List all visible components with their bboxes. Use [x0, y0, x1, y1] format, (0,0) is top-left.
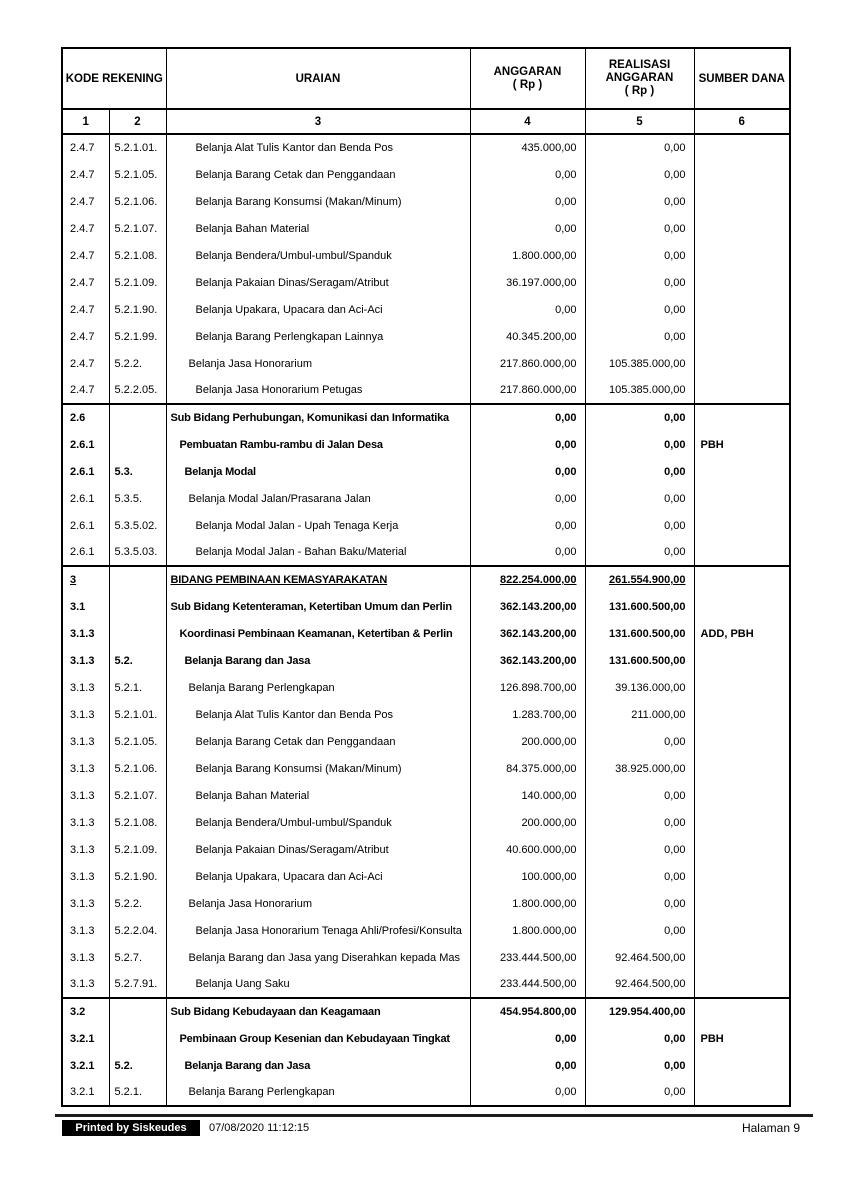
anggaran-cell: 0,00	[470, 512, 585, 539]
column-number-row	[62, 109, 790, 134]
table-row	[62, 728, 790, 755]
sumber-dana-cell	[694, 809, 790, 836]
anggaran-cell: 0,00	[470, 188, 585, 215]
sumber-dana-cell	[694, 647, 790, 674]
sumber-dana-cell	[694, 917, 790, 944]
sumber-dana-cell	[694, 512, 790, 539]
col-number-5: 5	[585, 109, 694, 134]
anggaran-cell: 1.283.700,00	[470, 701, 585, 728]
uraian-cell: Belanja Alat Tulis Kantor dan Benda Pos	[166, 134, 470, 161]
uraian-cell: Belanja Barang Konsumsi (Makan/Minum)	[166, 188, 470, 215]
kode-rekening-cell: 5.2.1.01.	[109, 701, 166, 728]
kode-rekening-cell	[109, 566, 166, 593]
kode-bidang-cell: 3.1.3	[70, 654, 95, 667]
table-row	[62, 404, 790, 431]
kode-bidang-cell: 2.4.7	[70, 357, 95, 370]
uraian-cell: Belanja Modal Jalan/Prasarana Jalan	[166, 485, 470, 512]
sumber-dana-cell	[694, 674, 790, 701]
table-row	[62, 350, 790, 377]
header-realisasi	[585, 48, 694, 109]
kode-rekening-cell: 5.2.1.	[109, 674, 166, 701]
uraian-cell: Belanja Barang Cetak dan Penggandaan	[166, 161, 470, 188]
anggaran-cell: 40.345.200,00	[470, 323, 585, 350]
sumber-dana-cell: PBH	[694, 431, 790, 458]
sumber-dana-cell	[694, 755, 790, 782]
uraian-cell: Belanja Barang dan Jasa yang Diserahkan kepada Mas	[166, 944, 470, 971]
sumber-dana-cell	[694, 323, 790, 350]
sumber-dana-cell	[694, 701, 790, 728]
table-row	[62, 1079, 790, 1106]
anggaran-cell: 1.800.000,00	[470, 242, 585, 269]
kode-bidang-cell: 2.4.7	[70, 249, 95, 262]
uraian-cell: Belanja Bendera/Umbul-umbul/Spanduk	[166, 242, 470, 269]
sumber-dana-cell	[694, 998, 790, 1025]
anggaran-cell: 217.860.000,00	[470, 377, 585, 404]
anggaran-cell: 0,00	[470, 539, 585, 566]
kode-bidang-cell: 3.1.3	[70, 708, 95, 721]
kode-bidang-cell: 2.6.1	[70, 546, 95, 558]
uraian-cell: Belanja Barang Perlengkapan	[166, 674, 470, 701]
sumber-dana-cell	[694, 269, 790, 296]
kode-bidang-cell: 2.6.1	[70, 438, 95, 451]
uraian-cell: Belanja Pakaian Dinas/Seragam/Atribut	[166, 269, 470, 296]
kode-rekening-cell: 5.2.1.05.	[109, 161, 166, 188]
anggaran-cell: 0,00	[470, 1025, 585, 1052]
anggaran-cell: 454.954.800,00	[470, 998, 585, 1025]
uraian-cell: Belanja Upakara, Upacara dan Aci-Aci	[166, 863, 470, 890]
uraian-cell: Belanja Jasa Honorarium	[166, 890, 470, 917]
kode-bidang-cell: 2.6	[62, 404, 109, 431]
realisasi-cell: 0,00	[585, 404, 694, 431]
sumber-dana-cell	[694, 404, 790, 431]
kode-bidang-cell: 3.2.1	[70, 1059, 95, 1072]
kode-bidang-cell: 2.4.7	[70, 303, 95, 316]
kode-rekening-cell: 5.2.1.07.	[109, 782, 166, 809]
realisasi-cell: 0,00	[585, 485, 694, 512]
anggaran-cell: 0,00	[470, 404, 585, 431]
sumber-dana-cell	[694, 296, 790, 323]
table-row	[62, 215, 790, 242]
realisasi-cell: 0,00	[585, 188, 694, 215]
sumber-dana-cell	[694, 458, 790, 485]
realisasi-cell: 0,00	[585, 917, 694, 944]
kode-rekening-cell: 5.2.1.	[109, 1079, 166, 1106]
uraian-cell: Belanja Modal	[166, 458, 470, 485]
kode-rekening-cell: 5.2.1.08.	[109, 809, 166, 836]
anggaran-cell: 0,00	[470, 161, 585, 188]
sumber-dana-cell	[694, 215, 790, 242]
kode-bidang-cell: 3.2.1	[70, 1086, 95, 1098]
table-row	[62, 593, 790, 620]
anggaran-cell: 0,00	[470, 1052, 585, 1079]
sumber-dana-cell	[694, 350, 790, 377]
kode-rekening-cell: 5.2.1.90.	[109, 863, 166, 890]
table-row	[62, 485, 790, 512]
col-number-4: 4	[470, 109, 585, 134]
sumber-dana-cell	[694, 593, 790, 620]
anggaran-cell: 140.000,00	[470, 782, 585, 809]
uraian-cell: Belanja Modal Jalan - Upah Tenaga Kerja	[166, 512, 470, 539]
header-sumber-dana: SUMBER DANA	[694, 48, 790, 109]
kode-rekening-cell: 5.2.1.09.	[109, 836, 166, 863]
realisasi-cell: 0,00	[585, 161, 694, 188]
header-uraian: URAIAN	[166, 48, 470, 109]
sumber-dana-cell	[694, 944, 790, 971]
sumber-dana-cell	[694, 134, 790, 161]
kode-rekening-cell: 5.2.1.90.	[109, 296, 166, 323]
anggaran-cell: 822.254.000,00	[470, 566, 585, 593]
anggaran-cell: 233.444.500,00	[470, 944, 585, 971]
realisasi-cell: 0,00	[585, 431, 694, 458]
table-row	[62, 269, 790, 296]
realisasi-cell: 0,00	[585, 809, 694, 836]
uraian-cell: Belanja Alat Tulis Kantor dan Benda Pos	[166, 701, 470, 728]
kode-rekening-cell: 5.2.1.06.	[109, 755, 166, 782]
realisasi-cell: 131.600.500,00	[585, 593, 694, 620]
table-row	[62, 782, 790, 809]
kode-bidang-cell: 3.1.3	[70, 843, 95, 856]
col-number-1: 1	[62, 109, 109, 134]
table-row	[62, 539, 790, 566]
kode-bidang-cell: 2.6.1	[70, 492, 95, 505]
kode-rekening-cell: 5.2.1.08.	[109, 242, 166, 269]
uraian-cell: Belanja Uang Saku	[166, 971, 470, 998]
kode-bidang-cell: 3.1.3	[70, 735, 95, 748]
realisasi-cell: 0,00	[585, 134, 694, 161]
realisasi-cell: 39.136.000,00	[585, 674, 694, 701]
kode-rekening-cell: 5.2.7.91.	[109, 971, 166, 998]
kode-bidang-cell: 3.1.3	[70, 924, 95, 937]
sumber-dana-cell	[694, 242, 790, 269]
anggaran-cell: 362.143.200,00	[470, 620, 585, 647]
realisasi-cell: 0,00	[585, 728, 694, 755]
kode-bidang-cell: 3.2	[62, 998, 109, 1025]
table-row	[62, 296, 790, 323]
realisasi-cell: 0,00	[585, 1052, 694, 1079]
sumber-dana-cell	[694, 161, 790, 188]
header-row	[62, 48, 790, 109]
table-row	[62, 809, 790, 836]
anggaran-cell: 126.898.700,00	[470, 674, 585, 701]
uraian-cell: Belanja Barang Perlengkapan	[166, 1079, 470, 1106]
kode-rekening-cell: 5.2.2.05.	[109, 377, 166, 404]
table-row	[62, 701, 790, 728]
uraian-cell: Belanja Jasa Honorarium Petugas	[166, 377, 470, 404]
anggaran-cell: 0,00	[470, 1079, 585, 1106]
table-row	[62, 674, 790, 701]
realisasi-cell: 0,00	[585, 836, 694, 863]
table-row	[62, 458, 790, 485]
table-row	[62, 620, 790, 647]
realisasi-cell: 0,00	[585, 215, 694, 242]
kode-rekening-cell	[109, 998, 166, 1025]
header-anggaran-line2: ( Rp )	[512, 78, 543, 91]
kode-bidang-cell: 3.1	[70, 600, 86, 613]
kode-rekening-cell: 5.2.1.09.	[109, 269, 166, 296]
kode-bidang-cell: 2.4.7	[70, 384, 95, 396]
realisasi-cell: 131.600.500,00	[585, 620, 694, 647]
realisasi-cell: 92.464.500,00	[585, 944, 694, 971]
anggaran-cell: 362.143.200,00	[470, 593, 585, 620]
uraian-cell: Belanja Barang Perlengkapan Lainnya	[166, 323, 470, 350]
kode-bidang-cell: 3.1.3	[70, 627, 95, 640]
realisasi-cell: 38.925.000,00	[585, 755, 694, 782]
kode-bidang-cell: 3.1.3	[70, 870, 95, 883]
kode-rekening-cell: 5.2.1.07.	[109, 215, 166, 242]
kode-rekening-cell: 5.2.	[109, 647, 166, 674]
col-number-6: 6	[694, 109, 790, 134]
kode-bidang-cell: 3	[62, 566, 109, 593]
kode-rekening-cell: 5.2.1.05.	[109, 728, 166, 755]
sumber-dana-cell	[694, 836, 790, 863]
table-row	[62, 242, 790, 269]
kode-rekening-cell	[109, 1025, 166, 1052]
kode-rekening-cell: 5.2.7.	[109, 944, 166, 971]
sumber-dana-cell	[694, 782, 790, 809]
anggaran-cell: 233.444.500,00	[470, 971, 585, 998]
kode-rekening-cell: 5.2.2.	[109, 890, 166, 917]
kode-bidang-cell: 3.1.3	[70, 816, 95, 829]
kode-rekening-cell	[109, 593, 166, 620]
kode-bidang-cell: 2.6.1	[70, 465, 95, 478]
page-number: Halaman 9	[741, 1121, 800, 1135]
table-row	[62, 647, 790, 674]
table-row	[62, 1025, 790, 1052]
print-timestamp: 07/08/2020 11:12:15	[209, 1122, 310, 1134]
realisasi-cell: 261.554.900,00	[585, 566, 694, 593]
kode-bidang-cell: 3.1.3	[70, 681, 95, 694]
uraian-cell: Koordinasi Pembinaan Keamanan, Ketertiban & Perlin	[166, 620, 470, 647]
kode-bidang-cell: 2.4.7	[70, 195, 95, 208]
sumber-dana-cell	[694, 863, 790, 890]
anggaran-cell: 0,00	[470, 215, 585, 242]
realisasi-cell: 0,00	[585, 512, 694, 539]
uraian-cell: Pembuatan Rambu-rambu di Jalan Desa	[166, 431, 470, 458]
table-row	[62, 1052, 790, 1079]
realisasi-cell: 0,00	[585, 863, 694, 890]
realisasi-cell: 105.385.000,00	[585, 350, 694, 377]
anggaran-cell: 40.600.000,00	[470, 836, 585, 863]
sumber-dana-cell	[694, 890, 790, 917]
sumber-dana-cell	[694, 377, 790, 404]
sumber-dana-cell: PBH	[694, 1025, 790, 1052]
anggaran-cell: 1.800.000,00	[470, 890, 585, 917]
sumber-dana-cell	[694, 485, 790, 512]
uraian-cell: Sub Bidang Kebudayaan dan Keagamaan	[166, 998, 470, 1025]
kode-bidang-cell: 2.4.7	[70, 222, 95, 235]
kode-bidang-cell: 2.6.1	[70, 519, 95, 532]
table-row	[62, 944, 790, 971]
header-anggaran-line1: ANGGARAN	[493, 65, 562, 78]
anggaran-cell: 435.000,00	[470, 134, 585, 161]
kode-bidang-cell: 3.2.1	[70, 1032, 95, 1045]
kode-rekening-cell: 5.3.5.03.	[109, 539, 166, 566]
anggaran-cell: 217.860.000,00	[470, 350, 585, 377]
kode-bidang-cell: 2.4.7	[70, 330, 95, 343]
uraian-cell: Belanja Modal Jalan - Bahan Baku/Material	[166, 539, 470, 566]
footer	[62, 1120, 309, 1136]
kode-rekening-cell	[109, 620, 166, 647]
kode-rekening-cell: 5.2.1.01.	[109, 134, 166, 161]
realisasi-cell: 0,00	[585, 323, 694, 350]
col-number-2: 2	[109, 109, 166, 134]
kode-rekening-cell: 5.2.2.	[109, 350, 166, 377]
kode-bidang-cell: 2.4.7	[70, 142, 95, 154]
table-header	[62, 48, 790, 134]
uraian-cell: Sub Bidang Perhubungan, Komunikasi dan Informatika	[166, 404, 470, 431]
realisasi-cell: 105.385.000,00	[585, 377, 694, 404]
table-row	[62, 836, 790, 863]
table-row	[62, 890, 790, 917]
realisasi-cell: 211.000,00	[585, 701, 694, 728]
table-row	[62, 512, 790, 539]
realisasi-cell: 92.464.500,00	[585, 971, 694, 998]
kode-rekening-cell	[109, 431, 166, 458]
anggaran-cell: 0,00	[470, 431, 585, 458]
uraian-cell: Belanja Bahan Material	[166, 215, 470, 242]
uraian-cell: Belanja Jasa Honorarium Tenaga Ahli/Profesi/Konsulta	[166, 917, 470, 944]
kode-rekening-cell	[109, 404, 166, 431]
anggaran-cell: 0,00	[470, 296, 585, 323]
anggaran-cell: 0,00	[470, 485, 585, 512]
uraian-cell: Belanja Barang Konsumsi (Makan/Minum)	[166, 755, 470, 782]
anggaran-cell: 200.000,00	[470, 728, 585, 755]
anggaran-cell: 362.143.200,00	[470, 647, 585, 674]
table-row	[62, 755, 790, 782]
kode-bidang-cell: 3.1.3	[70, 951, 95, 964]
anggaran-cell: 0,00	[470, 458, 585, 485]
uraian-cell: Belanja Barang dan Jasa	[166, 647, 470, 674]
col-number-3: 3	[166, 109, 470, 134]
kode-bidang-cell: 3.1.3	[70, 897, 95, 910]
table-body	[62, 134, 790, 1106]
kode-bidang-cell: 2.4.7	[70, 276, 95, 289]
header-realisasi-line2: ANGGARAN	[605, 72, 674, 84]
realisasi-cell: 0,00	[585, 458, 694, 485]
sumber-dana-cell	[694, 188, 790, 215]
realisasi-cell: 0,00	[585, 539, 694, 566]
table-row	[62, 134, 790, 161]
anggaran-cell: 84.375.000,00	[470, 755, 585, 782]
uraian-cell: Belanja Upakara, Upacara dan Aci-Aci	[166, 296, 470, 323]
table-row	[62, 377, 790, 404]
realisasi-cell: 0,00	[585, 782, 694, 809]
uraian-cell: Belanja Pakaian Dinas/Seragam/Atribut	[166, 836, 470, 863]
footer-divider	[55, 1114, 813, 1117]
anggaran-cell: 1.800.000,00	[470, 917, 585, 944]
kode-rekening-cell: 5.2.	[109, 1052, 166, 1079]
realisasi-cell: 0,00	[585, 1079, 694, 1106]
table-row	[62, 971, 790, 998]
sumber-dana-cell	[694, 1052, 790, 1079]
uraian-cell: Sub Bidang Ketenteraman, Ketertiban Umum dan Perlin	[166, 593, 470, 620]
uraian-cell: Belanja Barang Cetak dan Penggandaan	[166, 728, 470, 755]
uraian-cell: Belanja Barang dan Jasa	[166, 1052, 470, 1079]
printed-by-badge: Printed by Siskeudes	[62, 1120, 200, 1136]
uraian-cell: Belanja Bendera/Umbul-umbul/Spanduk	[166, 809, 470, 836]
header-anggaran	[470, 48, 585, 109]
realisasi-cell: 0,00	[585, 242, 694, 269]
kode-rekening-cell: 5.2.1.06.	[109, 188, 166, 215]
kode-bidang-cell: 3.1.3	[70, 762, 95, 775]
realisasi-cell: 0,00	[585, 1025, 694, 1052]
table-row	[62, 998, 790, 1025]
realisasi-cell: 129.954.400,00	[585, 998, 694, 1025]
realisasi-cell: 0,00	[585, 269, 694, 296]
header-kode-rekening: KODE REKENING	[62, 48, 166, 109]
sumber-dana-cell	[694, 1079, 790, 1106]
kode-bidang-cell: 2.4.7	[70, 168, 95, 181]
uraian-cell: Belanja Jasa Honorarium	[166, 350, 470, 377]
anggaran-cell: 200.000,00	[470, 809, 585, 836]
uraian-cell: Pembinaan Group Kesenian dan Kebudayaan Tingkat	[166, 1025, 470, 1052]
kode-rekening-cell: 5.2.1.99.	[109, 323, 166, 350]
anggaran-cell: 100.000,00	[470, 863, 585, 890]
table-row	[62, 863, 790, 890]
table-row	[62, 323, 790, 350]
sumber-dana-cell	[694, 728, 790, 755]
table-row	[62, 566, 790, 593]
realisasi-cell: 0,00	[585, 890, 694, 917]
table-row	[62, 917, 790, 944]
kode-bidang-cell: 3.1.3	[70, 978, 95, 990]
sumber-dana-cell: ADD, PBH	[694, 620, 790, 647]
kode-rekening-cell: 5.3.	[109, 458, 166, 485]
budget-report-table	[61, 47, 791, 1107]
uraian-cell: BIDANG PEMBINAAN KEMASYARAKATAN	[166, 566, 470, 593]
anggaran-cell: 36.197.000,00	[470, 269, 585, 296]
sumber-dana-cell	[694, 539, 790, 566]
kode-rekening-cell: 5.3.5.	[109, 485, 166, 512]
realisasi-cell: 131.600.500,00	[585, 647, 694, 674]
table-row	[62, 188, 790, 215]
uraian-cell: Belanja Bahan Material	[166, 782, 470, 809]
realisasi-cell: 0,00	[585, 296, 694, 323]
table-row	[62, 161, 790, 188]
header-realisasi-line1: REALISASI	[608, 59, 671, 71]
kode-rekening-cell: 5.3.5.02.	[109, 512, 166, 539]
table-row	[62, 431, 790, 458]
kode-rekening-cell: 5.2.2.04.	[109, 917, 166, 944]
sumber-dana-cell	[694, 971, 790, 998]
kode-bidang-cell: 3.1.3	[70, 789, 95, 802]
sumber-dana-cell	[694, 566, 790, 593]
header-realisasi-line3: ( Rp )	[624, 85, 655, 97]
